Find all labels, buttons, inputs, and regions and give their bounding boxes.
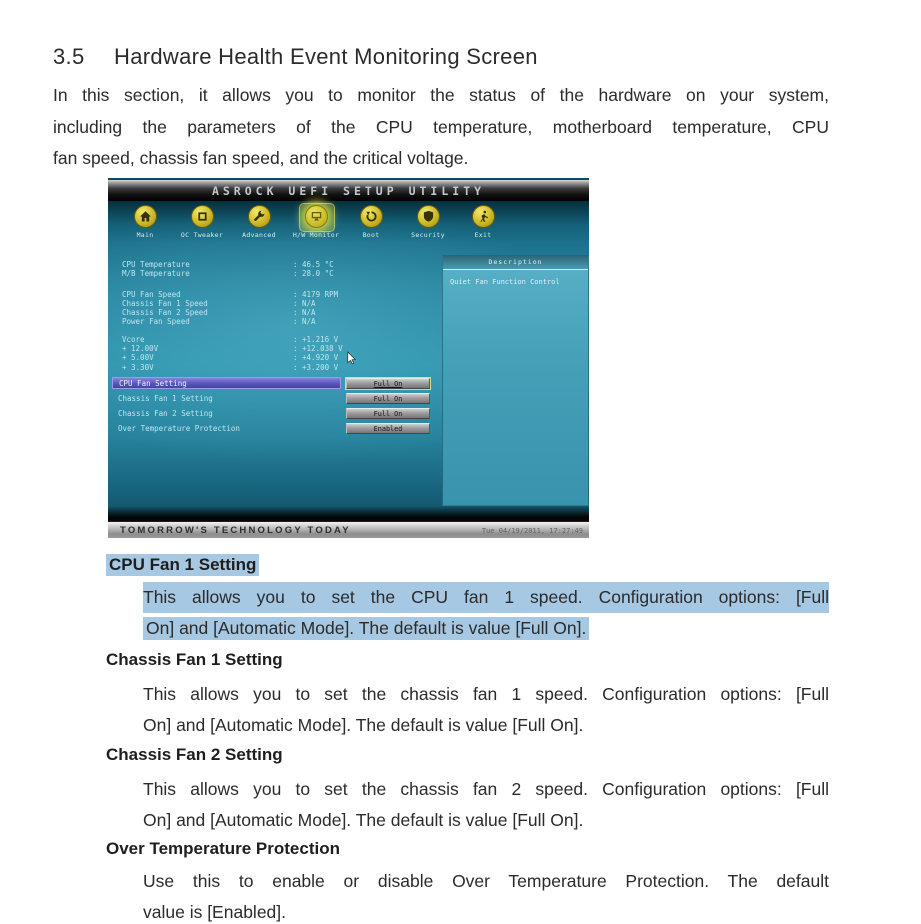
definition-desc-over-temp: Use this to enable or disable Over Temperature Protection. The default value is [Enabled].: [143, 871, 829, 922]
definition-term-cpu-fan-1: CPU Fan 1 Setting: [106, 554, 259, 576]
monitor-row: Vcore : +1.216 V: [122, 334, 339, 344]
boot-cycle-icon: [360, 205, 383, 228]
intro-line: In this section, it allows you to monitor the status of the hardware on your system,: [53, 85, 829, 105]
definition-term-over-temp: Over Temperature Protection: [106, 839, 340, 858]
definition-term-chassis-fan-2: Chassis Fan 2 Setting: [106, 745, 283, 764]
over-temp-protection-value-button[interactable]: Enabled: [346, 423, 430, 434]
monitor-row: + 5.00V : +4.920 V: [122, 353, 339, 363]
chassis-fan-1-value-button[interactable]: Full On: [346, 393, 430, 404]
bios-footer-bar: [108, 521, 589, 538]
menu-item-hw-monitor[interactable]: H/W Monitor: [288, 205, 344, 239]
menu-item-exit[interactable]: Exit: [455, 205, 511, 239]
menu-item-security[interactable]: Security: [400, 205, 456, 239]
bottom-fade: [108, 506, 589, 521]
definition-desc-chassis-fan-1: This allows you to set the chassis fan 1 speed. Configuration options: [Full On] and [Automatic Mode]. The default is value [Full On].: [143, 684, 829, 735]
tuner-box-icon: [191, 205, 214, 228]
definition-desc-cpu-fan-1: This allows you to set the CPU fan 1 speed. Configuration options: [Full On] and [Automatic Mode]. The default is value [Full On].: [143, 582, 829, 644]
intro-line: fan speed, chassis fan speed, and the critical voltage.: [53, 148, 469, 168]
monitor-row: Chassis Fan 1 Speed : N/A: [122, 298, 316, 308]
bios-title: ASROCK UEFI SETUP UTILITY: [211, 184, 486, 198]
description-panel-header: Description: [443, 256, 588, 270]
monitor-row: M/B Temperature : 28.0 °C: [122, 269, 334, 279]
monitor-row: CPU Temperature : 46.5 °C: [122, 260, 334, 269]
monitor-row: Chassis Fan 2 Speed : N/A: [122, 308, 316, 318]
intro-line: including the parameters of the CPU temperature, motherboard temperature, CPU: [53, 116, 829, 137]
cpu-fan-setting-value-button[interactable]: Full On: [346, 378, 430, 389]
definition-term-chassis-fan-1: Chassis Fan 1 Setting: [106, 650, 283, 669]
intro-paragraph: [53, 80, 829, 175]
description-panel: [442, 255, 589, 506]
setting-row-chassis-fan-2[interactable]: Chassis Fan 2 Setting: [118, 409, 213, 418]
shield-icon: [417, 205, 440, 228]
monitor-row: + 3.30V : +3.200 V: [122, 362, 339, 372]
wrench-icon: [248, 205, 271, 228]
hardware-monitor-readings: [122, 260, 482, 372]
menu-item-advanced[interactable]: Advanced: [231, 205, 287, 239]
menu-item-oc-tweaker[interactable]: OC Tweaker: [174, 205, 230, 239]
exit-runner-icon: [472, 205, 495, 228]
home-icon: [134, 205, 157, 228]
bios-screenshot: [108, 178, 589, 538]
setting-row-cpu-fan[interactable]: CPU Fan Setting: [112, 377, 341, 389]
monitor-row: + 12.00V : +12.038 V: [122, 344, 343, 354]
bios-titlebar: [108, 180, 589, 201]
asrock-slogan: TOMORROW'S TECHNOLOGY TODAY: [120, 525, 351, 536]
monitor-icon: [305, 205, 328, 228]
system-datetime: Tue 04/19/2011, 17:27:49: [481, 527, 583, 535]
setting-row-chassis-fan-1[interactable]: Chassis Fan 1 Setting: [118, 394, 213, 403]
page-title: Hardware Health Event Monitoring Screen: [114, 44, 538, 69]
monitor-row: CPU Fan Speed : 4179 RPM: [122, 289, 339, 299]
section-heading: [53, 44, 538, 70]
mouse-cursor: [347, 351, 356, 365]
chassis-fan-2-value-button[interactable]: Full On: [346, 408, 430, 419]
menu-item-main[interactable]: Main: [117, 205, 173, 239]
bios-menu-bar: [108, 201, 589, 243]
section-number: 3.5: [53, 44, 85, 69]
setting-row-over-temp-protection[interactable]: Over Temperature Protection: [118, 424, 240, 433]
definition-desc-chassis-fan-2: This allows you to set the chassis fan 2 speed. Configuration options: [Full On] and [Automatic Mode]. The default is value [Full On].: [143, 779, 829, 830]
description-panel-text: Quiet Fan Function Control: [450, 278, 560, 286]
monitor-row: Power Fan Speed : N/A: [122, 317, 316, 327]
menu-item-boot[interactable]: Boot: [343, 205, 399, 239]
